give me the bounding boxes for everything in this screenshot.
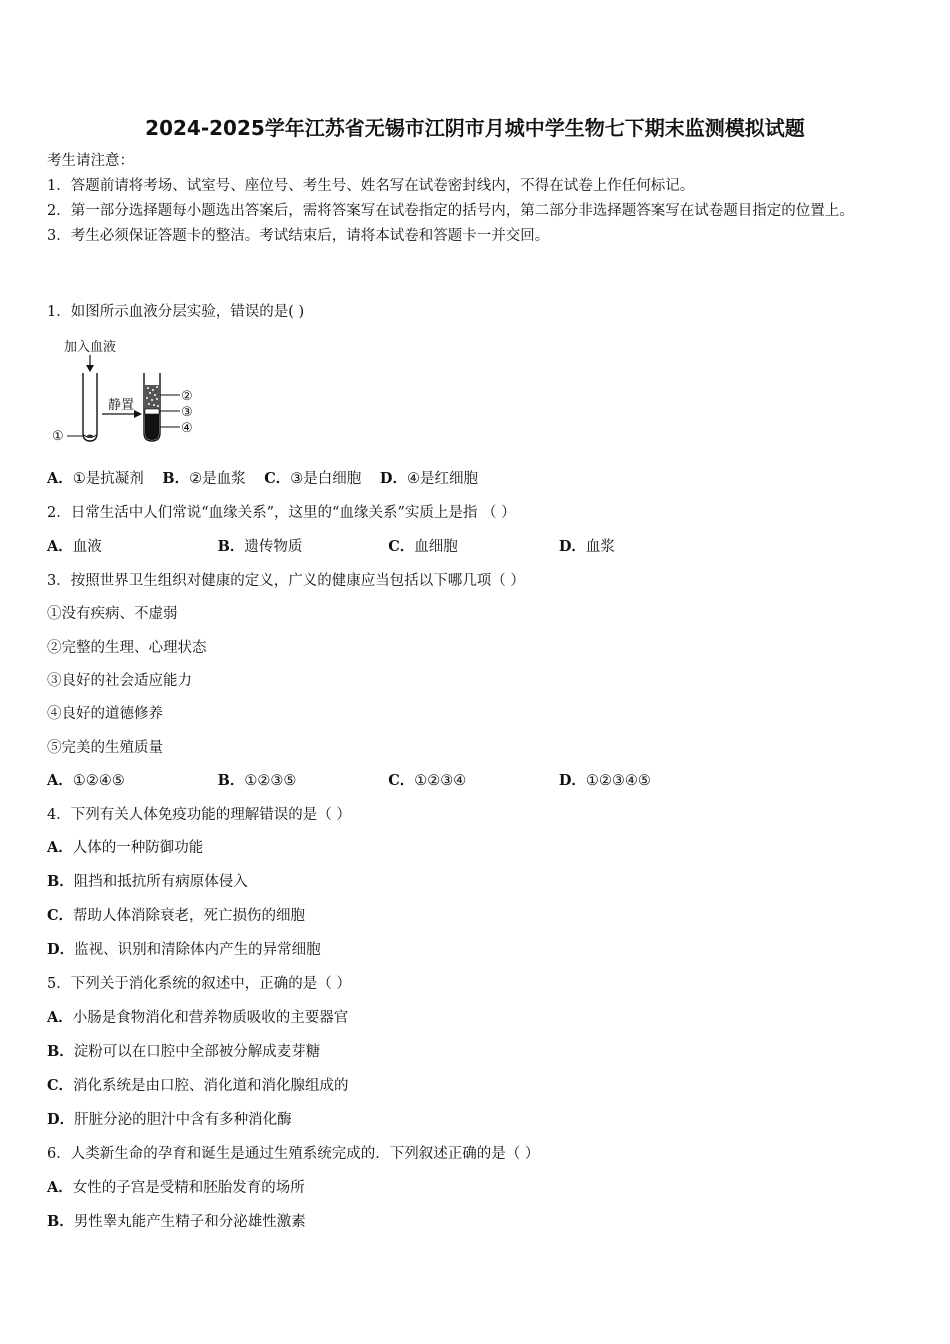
question-4-stem: 4．下列有关人体免疫功能的理解错误的是（ ） [47, 807, 351, 823]
q5-option-b[interactable] [47, 1042, 320, 1062]
notice-item-1: 1．答题前请将考场、试室号、座位号、考生号、姓名写在试卷密封线内，不得在试卷上作任何标记。 [47, 178, 695, 194]
q3-item-2: ②完整的生理、心理状态 [47, 640, 207, 656]
notice-item-3: 3．考生必须保证答题卡的整洁。考试结束后，请将本试卷和答题卡一并交回。 [47, 228, 550, 244]
option-letter: C． [388, 538, 415, 555]
option-letter: A． [47, 1179, 73, 1196]
question-6-stem: 6．人类新生命的孕育和诞生是通过生殖系统完成的．下列叙述正确的是（ ） [47, 1146, 540, 1162]
q4-option-d[interactable] [47, 940, 321, 960]
option-letter: C． [47, 1077, 74, 1094]
q3-option-b[interactable] [218, 771, 384, 791]
option-letter: D． [558, 772, 586, 789]
option-text: ①②④⑤ [72, 773, 125, 789]
option-text: 消化系统是由口腔、消化道和消化腺组成的 [73, 1078, 349, 1094]
option-text: 淀粉可以在口腔中全部被分解成麦芽糖 [73, 1044, 321, 1060]
option-text: 血液 [72, 539, 102, 555]
option-text: 遗传物质 [244, 539, 303, 555]
q6-option-a[interactable] [47, 1178, 305, 1198]
option-letter: A． [47, 1009, 73, 1026]
add-blood-label: 加入血液 [64, 340, 117, 355]
q3-option-d[interactable] [559, 771, 725, 791]
option-letter: B． [162, 470, 190, 487]
option-text: 血细胞 [414, 539, 458, 555]
anticoagulant-dot [87, 435, 93, 438]
option-text: ③是白细胞 [290, 471, 362, 487]
q1-option-b[interactable] [162, 469, 245, 489]
option-text: ①是抗凝剂 [72, 471, 144, 487]
option-text: 人体的一种防御功能 [72, 840, 204, 856]
mark-4-label: ④ [181, 421, 193, 436]
option-text: 男性睾丸能产生精子和分泌雄性激素 [73, 1214, 306, 1230]
mark-2-label: ② [181, 389, 193, 404]
q2-option-a[interactable] [47, 537, 213, 557]
option-letter: B． [217, 772, 245, 789]
q5-option-d[interactable] [47, 1110, 292, 1130]
option-text: 监视、识别和清除体内产生的异常细胞 [74, 942, 321, 958]
mark-1-label: ① [52, 429, 64, 444]
question-5-stem: 5．下列关于消化系统的叙述中，正确的是（ ） [47, 976, 351, 992]
option-letter: D． [379, 470, 407, 487]
option-letter: C． [388, 772, 415, 789]
option-letter: B． [47, 873, 74, 890]
q3-item-3: ③良好的社会适应能力 [47, 673, 192, 689]
q1-option-c[interactable] [264, 469, 361, 489]
option-letter: D． [558, 538, 586, 555]
blood-layering-diagram [52, 335, 202, 447]
question-1-stem: 1．如图所示血液分层实验，错误的是( ) [47, 304, 305, 320]
q2-option-d[interactable] [559, 537, 725, 557]
tube-before [83, 373, 97, 441]
option-text: ①②③④⑤ [585, 773, 651, 789]
question-1-options [47, 469, 492, 489]
red-cell-layer [145, 414, 159, 440]
option-text: ①②③④ [414, 773, 467, 789]
option-letter: A． [47, 470, 73, 487]
plasma-layer [145, 385, 159, 409]
option-text: 阻挡和抵抗所有病原体侵入 [73, 874, 248, 890]
question-3-stem: 3．按照世界卫生组织对健康的定义，广义的健康应当包括以下哪几项（ ） [47, 573, 525, 589]
q5-option-a[interactable] [47, 1008, 348, 1028]
page-title: 2024-2025学年江苏省无锡市江阴市月城中学生物七下期末监测模拟试题 [145, 116, 805, 140]
q6-option-b[interactable] [47, 1212, 306, 1232]
q3-item-4: ④良好的道德修养 [47, 706, 163, 722]
question-3-options [47, 771, 725, 791]
option-text: 小肠是食物消化和营养物质吸收的主要器官 [72, 1010, 349, 1026]
option-text: 肝脏分泌的胆汁中含有多种消化酶 [74, 1112, 292, 1128]
q5-option-c[interactable] [47, 1076, 349, 1096]
notice-item-2: 2．第一部分选择题每小题选出答案后，需将答案写在试卷指定的括号内，第二部分非选择题答案写在试卷题目指定的位置上。 [47, 203, 854, 219]
mark-3-label: ③ [181, 405, 193, 420]
q3-item-5: ⑤完美的生殖质量 [47, 740, 163, 756]
option-letter: C． [264, 470, 291, 487]
option-text: 帮助人体消除衰老，死亡损伤的细胞 [73, 908, 306, 924]
pour-arrow-head [86, 365, 94, 372]
white-cell-layer [145, 409, 159, 414]
option-letter: B． [47, 1043, 74, 1060]
notice-heading: 考生请注意： [47, 153, 134, 169]
notice-block [47, 149, 903, 249]
option-letter: A． [47, 538, 73, 555]
option-letter: B． [47, 1213, 74, 1230]
settle-arrow-head [134, 410, 142, 418]
option-text: ①②③⑤ [244, 773, 297, 789]
q2-option-c[interactable] [388, 537, 554, 557]
option-text: 女性的子宫是受精和胚胎发育的场所 [72, 1180, 305, 1196]
q4-option-a[interactable] [47, 838, 203, 858]
settle-label: 静置 [108, 398, 135, 413]
option-text: ④是红细胞 [406, 471, 478, 487]
option-letter: D． [47, 1111, 75, 1128]
option-letter: A． [47, 839, 73, 856]
q4-option-c[interactable] [47, 906, 305, 926]
q3-option-a[interactable] [47, 771, 213, 791]
q4-option-b[interactable] [47, 872, 248, 892]
q3-item-1: ①没有疾病、不虚弱 [47, 606, 178, 622]
q1-option-d[interactable] [380, 469, 478, 489]
option-text: ②是血浆 [189, 471, 246, 487]
option-letter: D． [47, 941, 75, 958]
question-2-stem: 2．日常生活中人们常说“血缘关系”，这里的“血缘关系”实质上是指 （ ） [47, 505, 516, 521]
option-letter: C． [47, 907, 74, 924]
blood-layering-figure [52, 335, 202, 447]
option-text: 血浆 [585, 539, 615, 555]
q3-option-c[interactable] [388, 771, 554, 791]
option-letter: B． [217, 538, 245, 555]
option-letter: A． [47, 772, 73, 789]
question-2-options [47, 537, 725, 557]
q2-option-b[interactable] [218, 537, 384, 557]
q1-option-a[interactable] [47, 469, 144, 489]
